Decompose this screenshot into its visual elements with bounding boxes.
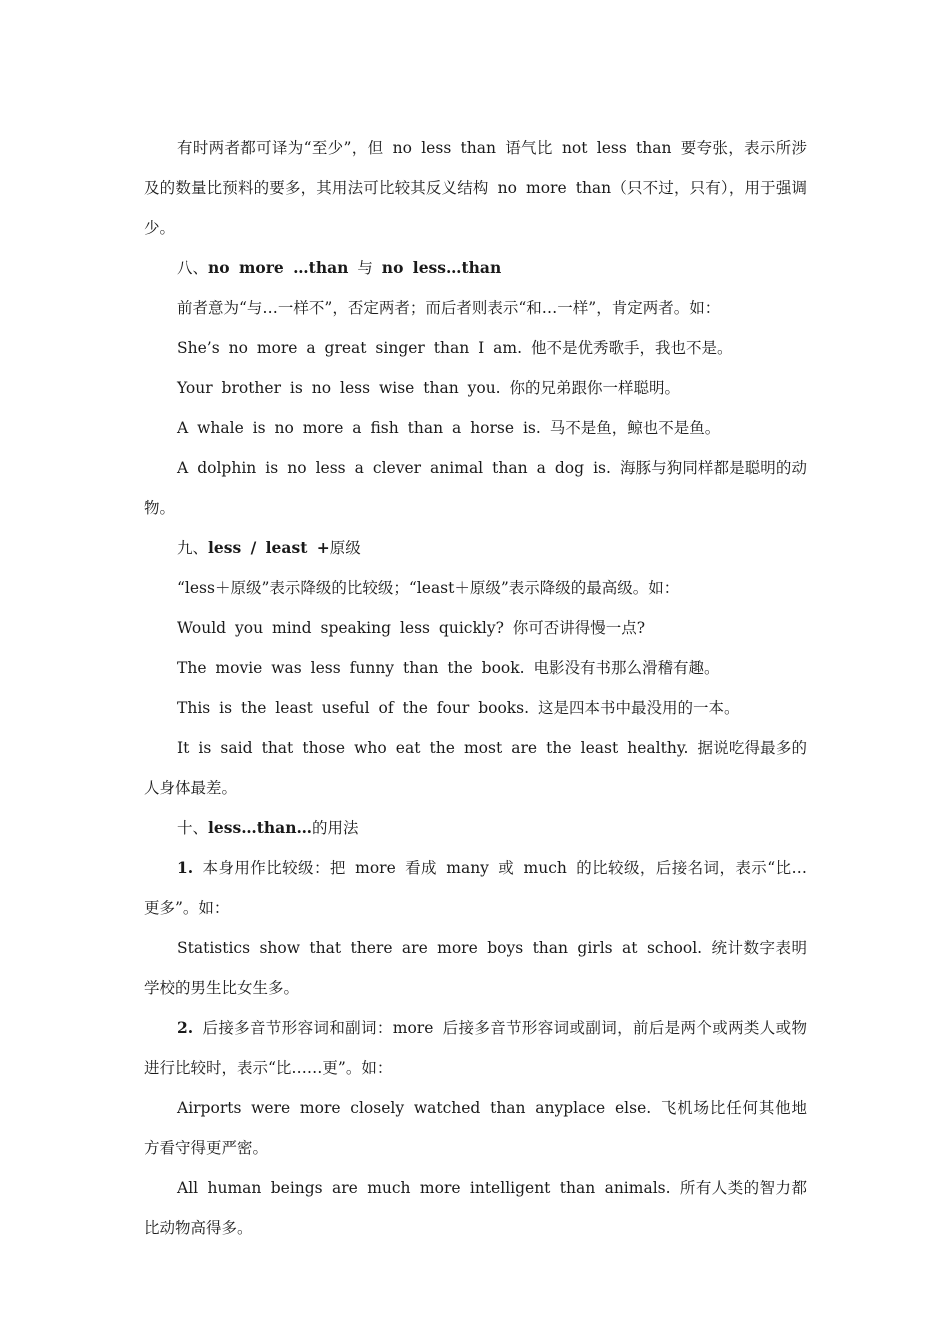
section-10-example-2: Airports were more closely watched than anyplace else. 飞机场比任何其他地方看守得更严密。: [144, 1099, 807, 1157]
point-2-text: 后接多音节形容词和副词：more 后接多音节形容词或副词，前后是两个或两类人或物进行比较时，表示“比……更”。如：: [144, 1019, 807, 1077]
section-8-example-2: Your brother is no less wise than you. 你的兄弟跟你一样聪明。: [177, 379, 681, 397]
section-heading-9: [144, 528, 807, 568]
heading-10-prefix: 十、: [177, 819, 209, 837]
heading-8-term-2: no less…than: [381, 258, 502, 277]
paragraph-intro: 有时两者都可译为“至少”，但 no less than 语气比 not less than 要夸张，表示所涉及的数量比预料的要多，其用法可比较其反义结构 no more than（只不过，只有），用于强调少。: [144, 139, 807, 237]
section-heading-10: [144, 808, 807, 848]
point-2-number: 2.: [177, 1018, 194, 1037]
heading-9-term: less / least +: [208, 538, 330, 557]
point-1-text: 本身用作比较级：把 more 看成 many 或 much 的比较级，后接名词，表示“比…更多”。如：: [144, 859, 807, 917]
heading-10-term: less…than…: [208, 818, 312, 837]
heading-8-mid: 与: [348, 259, 382, 277]
section-10-example-3: All human beings are much more intelligent than animals. 所有人类的智力都比动物高得多。: [144, 1179, 807, 1237]
heading-8-prefix: 八、: [177, 259, 209, 277]
section-9-description: “less＋原级”表示降级的比较级；“least＋原级”表示降级的最高级。如：: [177, 579, 680, 597]
section-10-point-1: [144, 848, 807, 928]
point-1-number: 1.: [177, 858, 194, 877]
heading-9-suffix: 原级: [329, 539, 361, 557]
heading-10-suffix: 的用法: [311, 819, 359, 837]
heading-9-prefix: 九、: [177, 539, 209, 557]
section-10-example-1: Statistics show that there are more boys than girls at school. 统计数字表明学校的男生比女生多。: [144, 939, 807, 997]
section-8-description: 前者意为“与…一样不”，否定两者；而后者则表示“和…一样”，肯定两者。如：: [177, 299, 721, 317]
section-9-example-1: Would you mind speaking less quickly? 你可否讲得慢一点?: [177, 619, 646, 637]
heading-8-term-1: no more …than: [208, 258, 349, 277]
section-9-example-2: The movie was less funny than the book. 电影没有书那么滑稽有趣。: [177, 659, 720, 677]
section-8-example-3: A whale is no more a fish than a horse is. 马不是鱼，鲸也不是鱼。: [177, 419, 721, 437]
section-8-example-1: She’s no more a great singer than I am. 他不是优秀歌手，我也不是。: [177, 339, 733, 357]
section-8-example-4: A dolphin is no less a clever animal than a dog is. 海豚与狗同样都是聪明的动物。: [144, 459, 807, 517]
section-heading-8: [144, 248, 807, 288]
section-9-example-3: This is the least useful of the four books. 这是四本书中最没用的一本。: [177, 699, 740, 717]
section-9-example-4: It is said that those who eat the most are the least healthy. 据说吃得最多的人身体最差。: [144, 739, 807, 797]
section-10-point-2: [144, 1008, 807, 1088]
